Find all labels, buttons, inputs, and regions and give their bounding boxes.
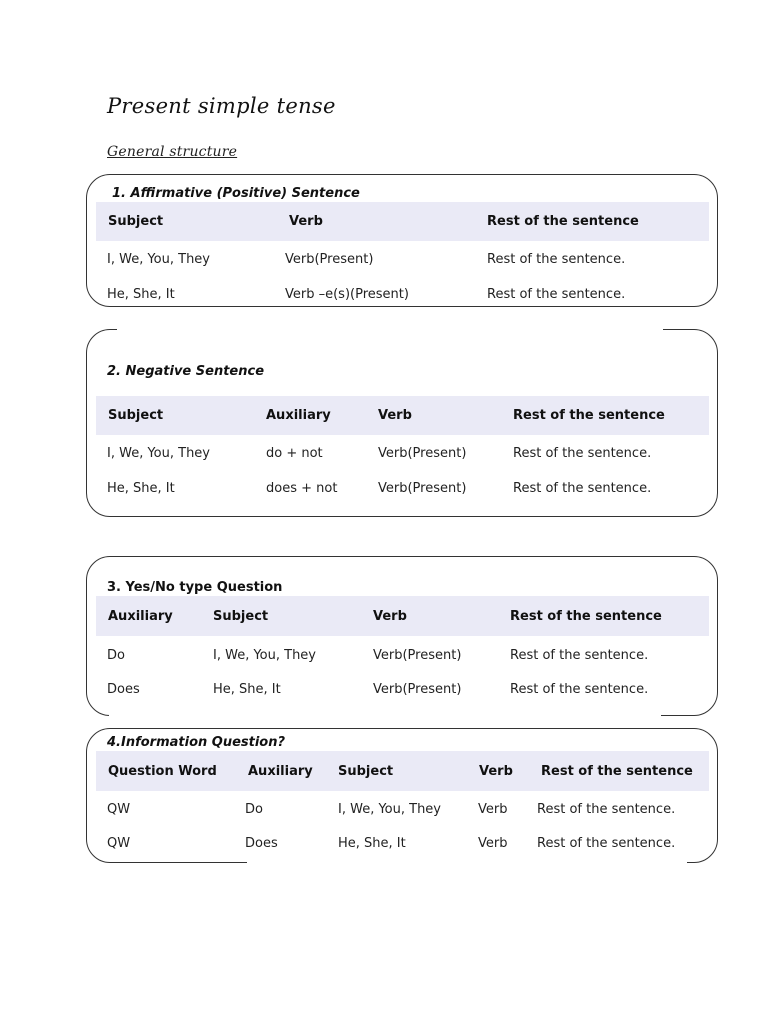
border-gap: [247, 860, 687, 864]
header-cell: Rest of the sentence: [510, 609, 662, 624]
header-cell: Subject: [108, 214, 164, 229]
table-cell: Verb(Present): [373, 648, 462, 663]
section-title: 1. Affirmative (Positive) Sentence: [112, 186, 360, 201]
table-cell: Verb(Present): [378, 481, 467, 496]
header-cell: Auxiliary: [266, 408, 331, 423]
table-cell: Rest of the sentence.: [513, 446, 652, 461]
table-cell: does + not: [266, 481, 338, 496]
table-header: [96, 751, 709, 791]
table-cell: Verb –e(s)(Present): [285, 287, 409, 302]
table-cell: Do: [107, 648, 125, 663]
table-cell: I, We, You, They: [213, 648, 316, 663]
table-cell: Rest of the sentence.: [537, 802, 676, 817]
header-cell: Rest of the sentence: [487, 214, 639, 229]
table-cell: do + not: [266, 446, 323, 461]
table-cell: Does: [107, 682, 140, 697]
header-cell: Verb: [289, 214, 323, 229]
table-cell: Rest of the sentence.: [487, 287, 626, 302]
header-cell: Rest of the sentence: [513, 408, 665, 423]
table-cell: QW: [107, 836, 131, 851]
border-gap: [109, 713, 661, 717]
section-information-question: [86, 728, 718, 863]
section-yes-no-question: [86, 556, 718, 716]
header-cell: Auxiliary: [248, 764, 313, 779]
table-cell: Rest of the sentence.: [513, 481, 652, 496]
table-header: [96, 596, 709, 636]
table-cell: Verb: [478, 836, 508, 851]
table-cell: He, She, It: [107, 287, 175, 302]
section-negative: [86, 329, 718, 517]
table-cell: Rest of the sentence.: [510, 682, 649, 697]
table-cell: Does: [245, 836, 278, 851]
header-cell: Question Word: [108, 764, 217, 779]
header-cell: Verb: [479, 764, 513, 779]
table-cell: I, We, You, They: [338, 802, 441, 817]
header-cell: Subject: [108, 408, 164, 423]
table-cell: Rest of the sentence.: [537, 836, 676, 851]
table-cell: Verb: [478, 802, 508, 817]
table-cell: Verb(Present): [285, 252, 374, 267]
table-cell: He, She, It: [213, 682, 281, 697]
table-header: [96, 202, 709, 241]
table-cell: He, She, It: [338, 836, 406, 851]
table-cell: Verb(Present): [378, 446, 467, 461]
table-cell: I, We, You, They: [107, 446, 210, 461]
header-cell: Auxiliary: [108, 609, 173, 624]
page-title: Present simple tense: [107, 94, 336, 118]
border-gap: [117, 328, 663, 332]
table-cell: Verb(Present): [373, 682, 462, 697]
section-title: 2. Negative Sentence: [107, 364, 265, 379]
table-cell: Rest of the sentence.: [487, 252, 626, 267]
table-cell: QW: [107, 802, 131, 817]
page-subtitle: General structure: [107, 144, 238, 160]
header-cell: Verb: [378, 408, 412, 423]
table-cell: Do: [245, 802, 263, 817]
table-cell: I, We, You, They: [107, 252, 210, 267]
table-cell: Rest of the sentence.: [510, 648, 649, 663]
header-cell: Verb: [373, 609, 407, 624]
header-cell: Subject: [213, 609, 269, 624]
header-cell: Subject: [338, 764, 394, 779]
table-header: [96, 396, 709, 435]
section-affirmative: [86, 174, 718, 307]
section-title: 4.Information Question?: [107, 735, 286, 750]
header-cell: Rest of the sentence: [541, 764, 693, 779]
table-cell: He, She, It: [107, 481, 175, 496]
section-title: 3. Yes/No type Question: [107, 580, 283, 595]
